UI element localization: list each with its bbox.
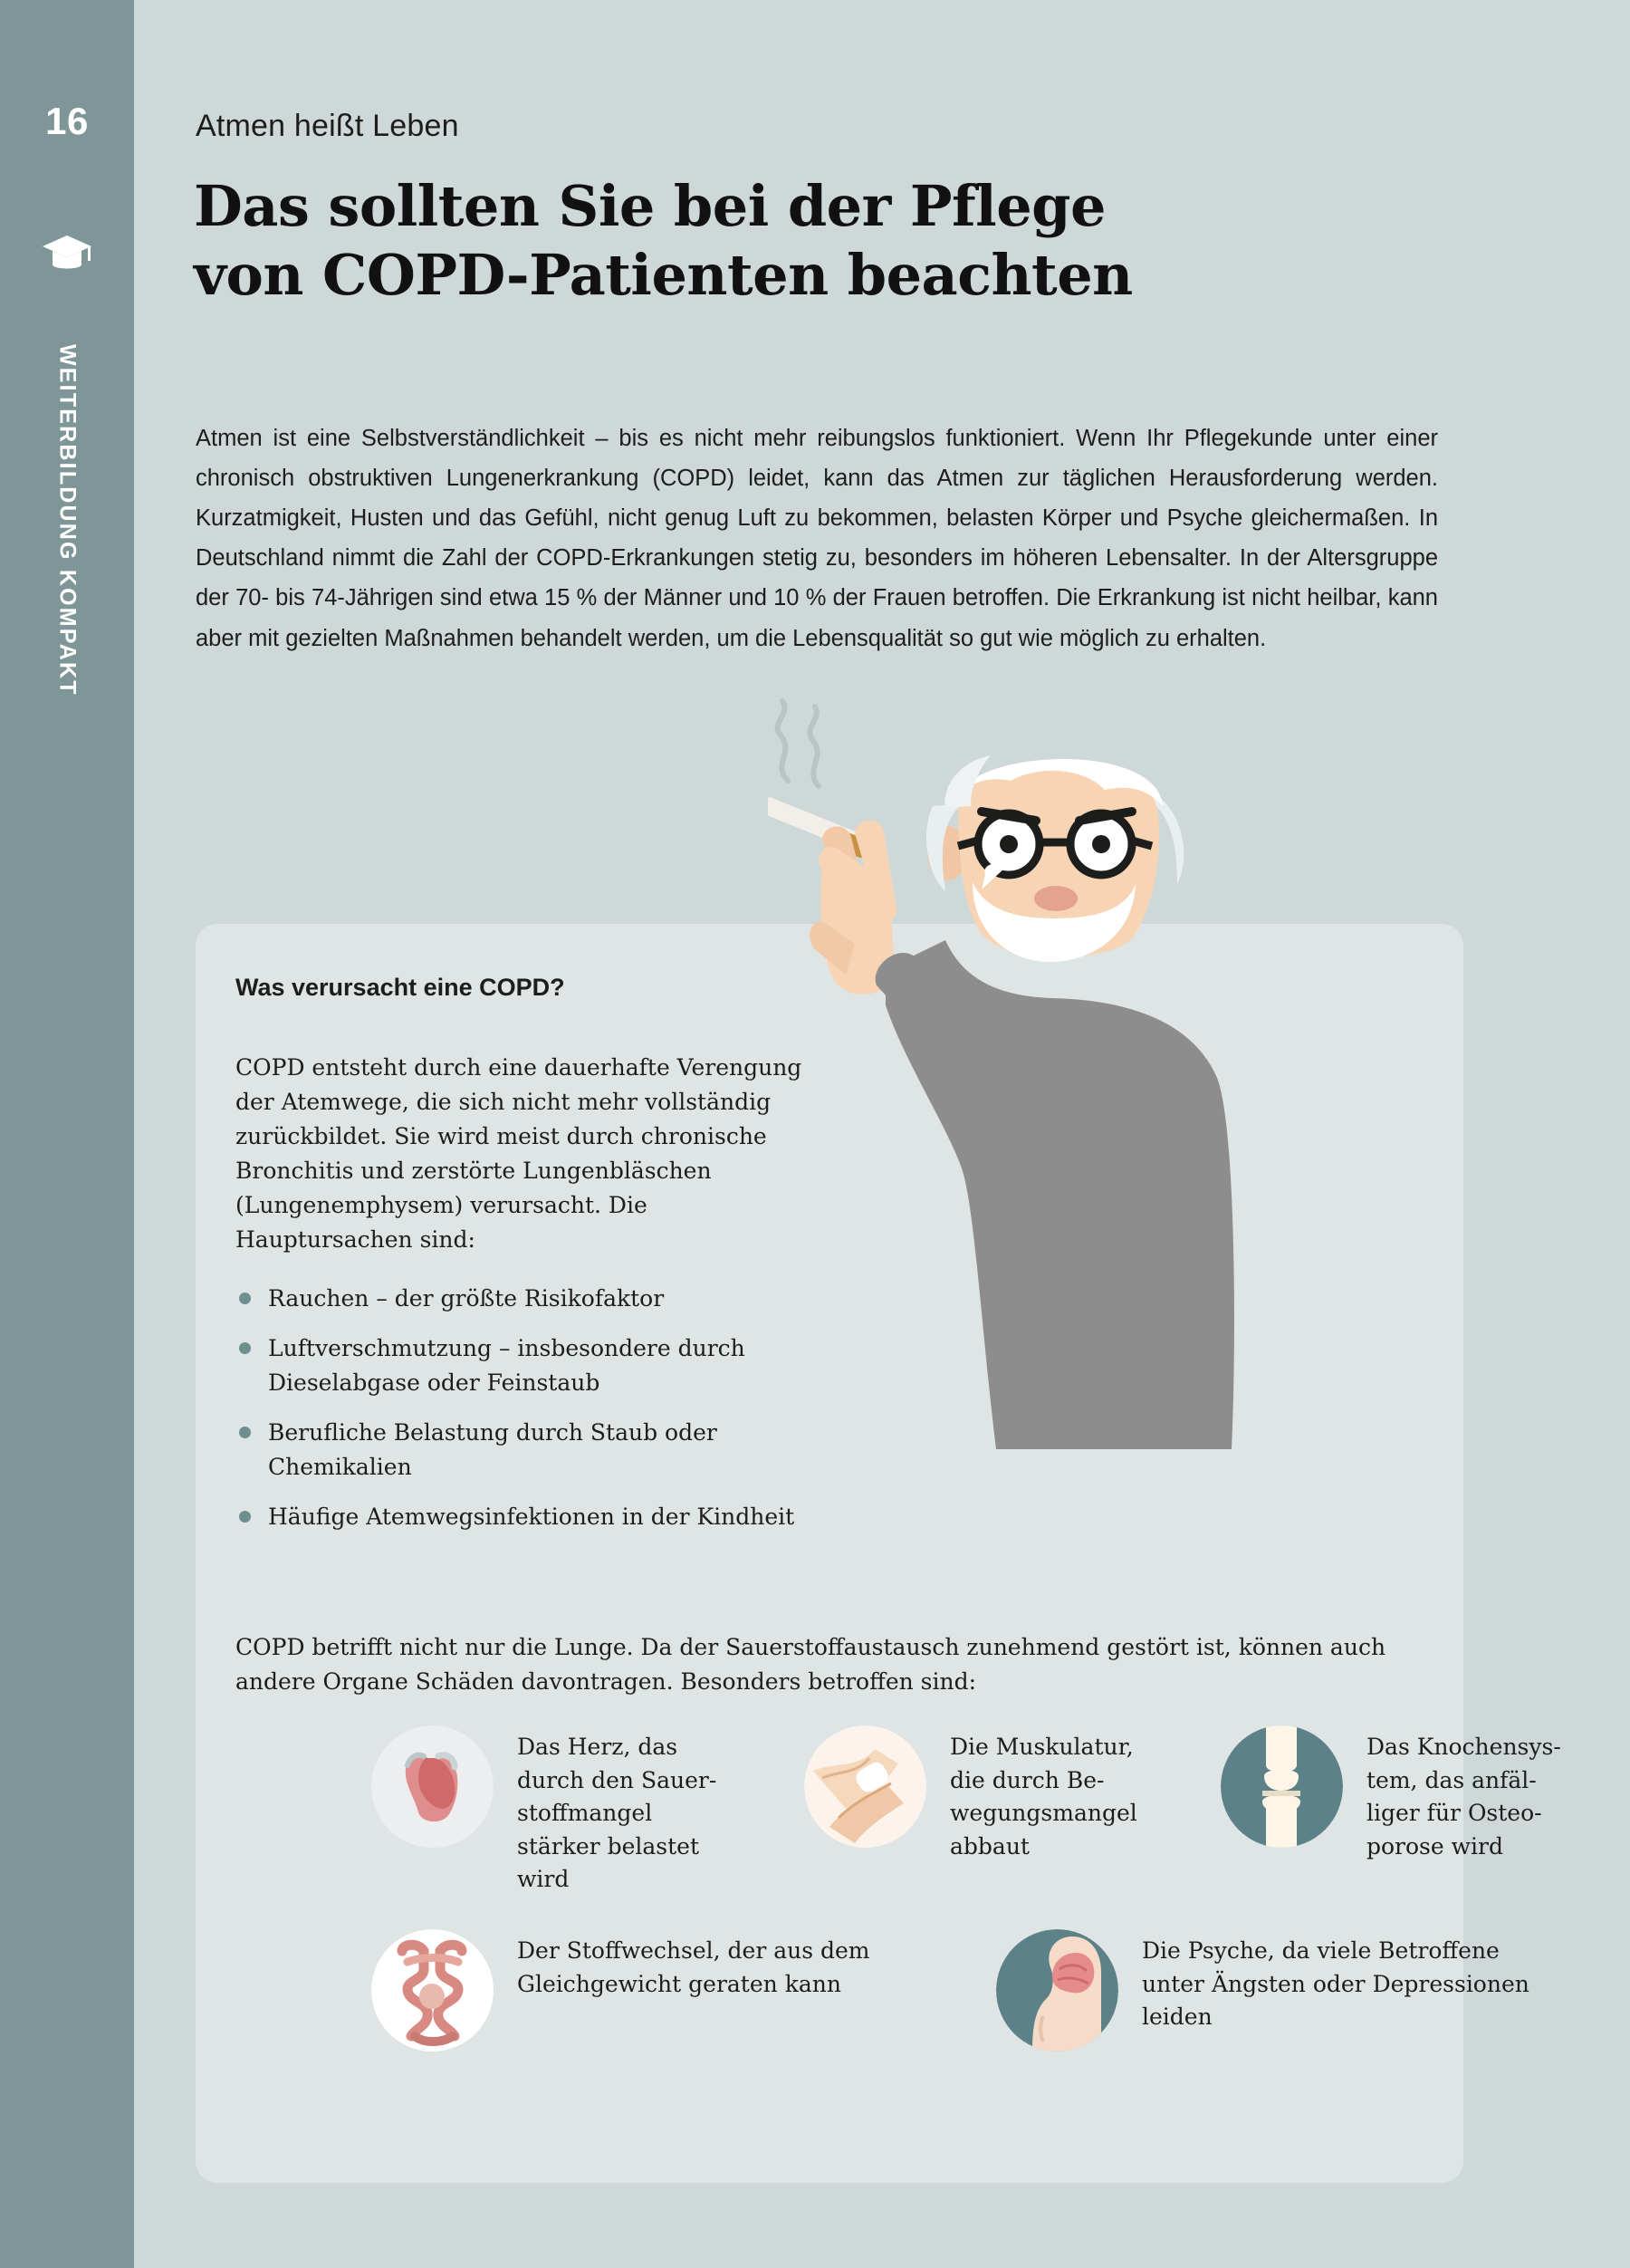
- list-item-label: Rauchen – der größte Risikofaktor: [268, 1285, 665, 1312]
- smoking-senior-man-illustration: [768, 697, 1438, 1558]
- intestine-icon: [371, 1929, 494, 2052]
- organ-item-heart: [371, 1725, 725, 1897]
- organ-item-bone: [1221, 1725, 1575, 1863]
- organ-item-psyche: [996, 1929, 1568, 2052]
- bullet-dot-icon: [239, 1342, 251, 1354]
- info-panel-title: Was verursacht eine COPD?: [235, 974, 565, 1001]
- sidebar-section-label: [54, 344, 81, 697]
- list-item-label: Häufige Atemwegsinfektionen in der Kindheit: [268, 1504, 795, 1530]
- list-item: [235, 1416, 851, 1485]
- page-title-line-1: Das sollten Sie bei der Pflege: [194, 173, 1106, 239]
- organs-intro-text: COPD betrifft nicht nur die Lunge. Da der Sauerstoffaustausch zunehmend gestört ist, können auch andere Organe Schäden davontragen. Besonders betroffen sind:: [235, 1634, 1386, 1695]
- bullet-dot-icon: [239, 1511, 251, 1523]
- graduation-cap-icon: [41, 234, 93, 278]
- article-kicker: Atmen heißt Leben: [196, 109, 459, 143]
- list-item-label: Luftverschmutzung – insbesondere durch Dieselabgase oder Feinstaub: [268, 1335, 745, 1396]
- muscle-icon: [804, 1725, 926, 1848]
- head-illustration: [926, 755, 1184, 962]
- list-item: [235, 1331, 851, 1400]
- sidebar: [0, 0, 134, 2268]
- smoke-icon: [778, 701, 819, 786]
- organ-label: Die Psyche, da viele Betroffene unter Ängsten oder Depressionen leiden: [1142, 1937, 1529, 2030]
- organ-item-muscle: [804, 1725, 1158, 1863]
- organ-label: Das Herz, das durch den Sauerstoffmangel stärker belastet wird: [517, 1734, 717, 1892]
- body-illustration: [876, 940, 1234, 1449]
- sidebar-section-label-text: WEITERBILDUNG KOMPAKT: [54, 344, 81, 697]
- bone-joint-icon: [1221, 1725, 1343, 1848]
- organ-label: Das Knochensystem, das anfälliger für Osteoporose wird: [1366, 1734, 1561, 1860]
- heart-icon: [371, 1725, 494, 1848]
- page-number: 16: [45, 100, 89, 142]
- page-title: [194, 172, 1371, 309]
- organ-label: Der Stoffwechsel, der aus dem Gleichgewicht geraten kann: [517, 1937, 870, 1997]
- bullet-dot-icon: [239, 1293, 251, 1304]
- organ-label: Die Muskulatur, die durch Bewegungsmangel abbaut: [950, 1734, 1137, 1860]
- list-item-label: Berufliche Belastung durch Staub oder Chemikalien: [268, 1419, 717, 1480]
- head-brain-icon: [996, 1929, 1118, 2052]
- list-item: [235, 1282, 851, 1316]
- page-title-line-2: von COPD-Patienten beachten: [194, 241, 1133, 308]
- info-panel-body: COPD entsteht durch eine dauerhafte Verengung der Atemwege, die sich nicht mehr vollständig zurückbildet. Sie wird meist durch chronische Bronchitis und zerstörte Lungenbläschen (Lungenemphysem) verursacht. Die Hauptursachen sind:: [235, 1054, 802, 1253]
- main-content: [134, 0, 1630, 2268]
- organ-item-metabolism: [371, 1929, 943, 2052]
- bullet-dot-icon: [239, 1427, 251, 1438]
- cigarette-icon: [768, 796, 870, 859]
- causes-list: [235, 1282, 851, 1550]
- intro-paragraph: Atmen ist eine Selbstverständlichkeit – bis es nicht mehr reibungslos funktioniert. Wenn Ihr Pflegekunde unter einer chronisch obstruktiven Lungenerkrankung (COPD) leidet, kann das Atmen zur täglichen Herausforderung werden. Kurzatmigkeit, Husten und das Gefühl, nicht genug Luft zu bekommen, belasten Körper und Psyche gleichermaßen. In Deutschland nimmt die Zahl der COPD-Erkrankungen stetig zu, besonders im höheren Lebensalter. In der Altersgruppe der 70- bis 74-Jährigen sind etwa 15 % der Männer und 10 % der Frauen betroffen. Die Erkrankung ist nicht heilbar, kann aber mit gezielten Maßnahmen behandelt werden, um die Lebensqualität so gut wie möglich zu erhalten.: [196, 426, 1438, 651]
- list-item: [235, 1500, 851, 1534]
